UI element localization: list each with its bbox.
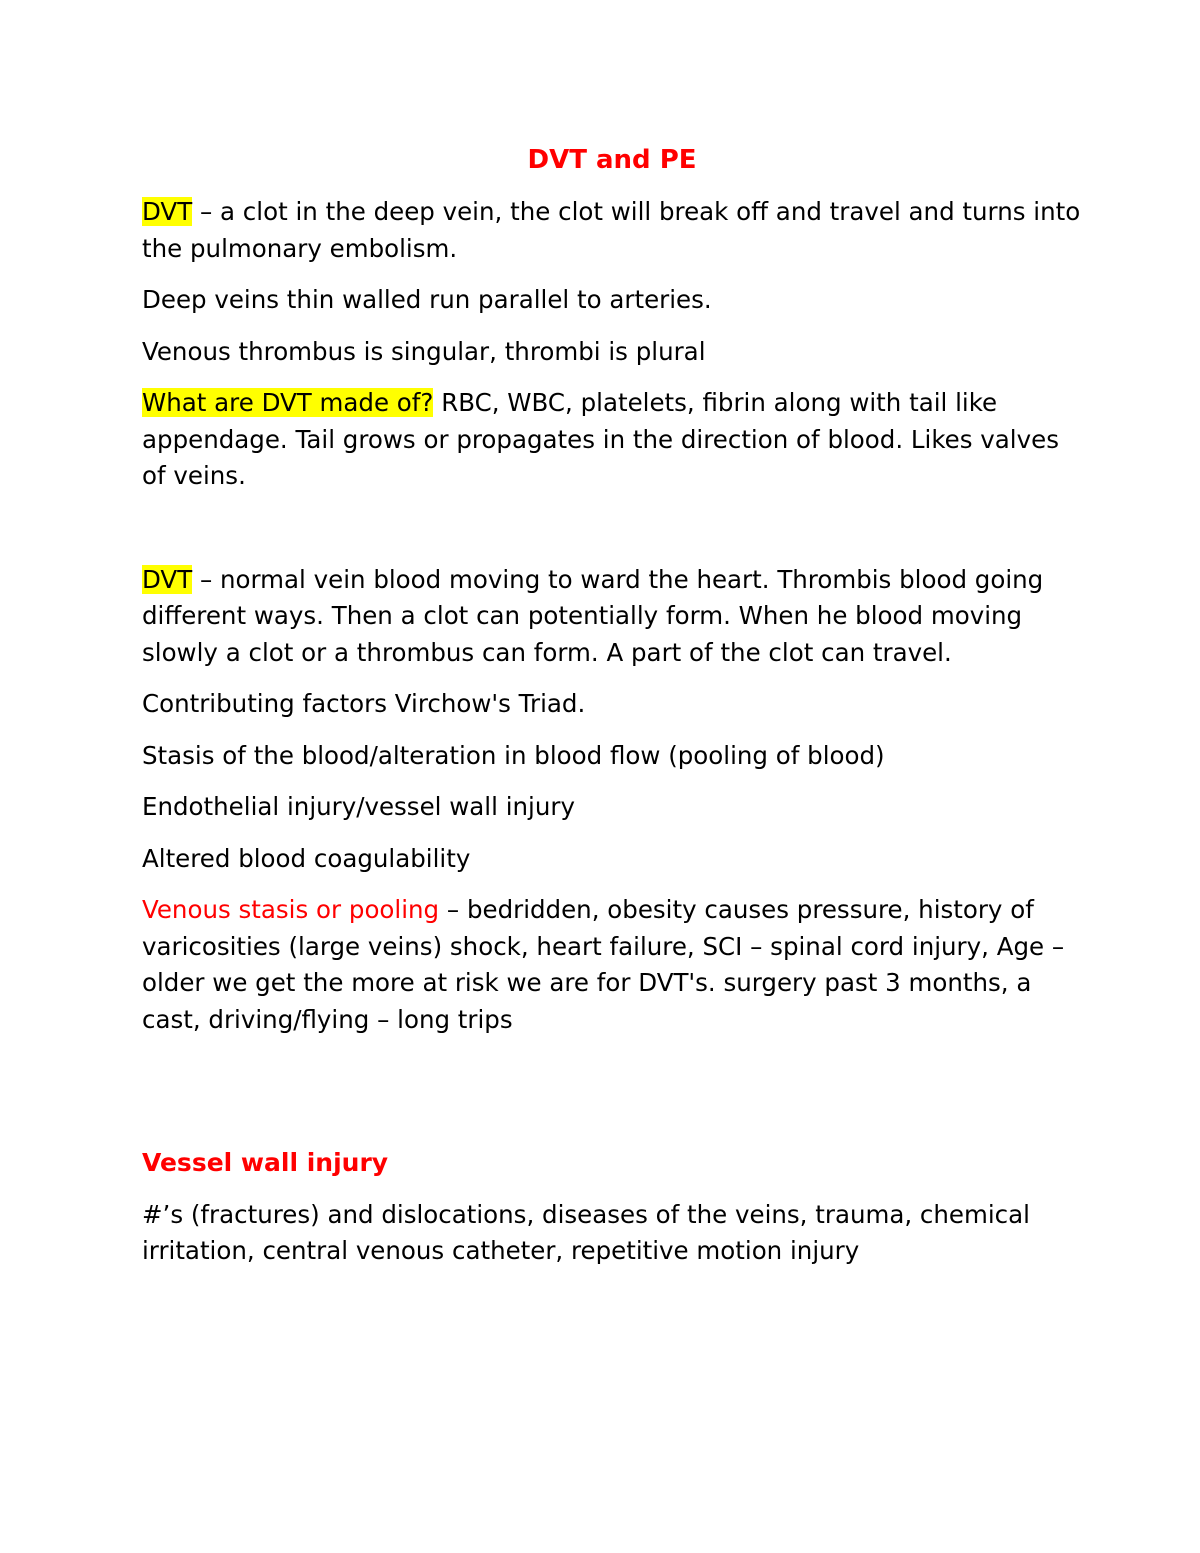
- paragraph-dvt-blood-flow: [142, 562, 1082, 672]
- paragraph-thrombus-plural: Venous thrombus is singular, thrombi is plural: [142, 336, 706, 366]
- paragraph-text: – a clot in the deep vein, the clot will break off and travel and turns into the pulmonary embolism.: [142, 197, 1081, 263]
- document-title: DVT and PE: [527, 145, 697, 175]
- paragraph-virchow-triad: Contributing factors Virchow's Triad.: [142, 689, 586, 718]
- paragraph-vessel-wall-causes: #’s (fractures) and dislocations, diseases of the veins, trauma, chemical irritation, central venous catheter, repetitive motion injury: [142, 1199, 1030, 1265]
- blank-space: [142, 1053, 1082, 1145]
- highlighted-term-dvt: DVT: [142, 197, 193, 226]
- highlighted-term-dvt: DVT: [142, 564, 193, 594]
- highlighted-question: What are DVT made of?: [142, 388, 434, 417]
- paragraph-dvt-definition: [142, 194, 1082, 267]
- blank-space: [142, 510, 1082, 562]
- paragraph-text: RBC, WBC, platelets, fibrin along with tail like appendage. Tail grows or propagates in the direction of blood. Likes valves of veins.: [142, 388, 1059, 490]
- paragraph-coagulability: Altered blood coagulability: [142, 843, 471, 873]
- paragraph-stasis: Stasis of the blood/alteration in blood flow (pooling of blood): [142, 740, 885, 770]
- red-term-venous-stasis: Venous stasis or pooling: [142, 895, 440, 924]
- paragraph-text: – bedridden, obesity causes pressure, history of varicosities (large veins) shock, heart failure, SCI – spinal cord injury, Age – older we get the more at risk we are for DVT's. surgery past 3 months, a cast, driving/flying – long trips: [142, 895, 1065, 1034]
- paragraph-venous-stasis: [142, 892, 1082, 1038]
- paragraph-dvt-composition: [142, 385, 1082, 495]
- section-heading-vessel-wall-injury: Vessel wall injury: [142, 1148, 389, 1177]
- paragraph-text: – normal vein blood moving to ward the heart. Thrombis blood going different ways. Then a clot can potentially form. When he blood moving slowly a clot or a thrombus can form. A part of the clot can travel.: [142, 564, 1044, 667]
- document-body: [142, 140, 1082, 1285]
- paragraph-endothelial-injury: Endothelial injury/vessel wall injury: [142, 792, 575, 821]
- paragraph-deep-veins: Deep veins thin walled run parallel to arteries.: [142, 285, 712, 314]
